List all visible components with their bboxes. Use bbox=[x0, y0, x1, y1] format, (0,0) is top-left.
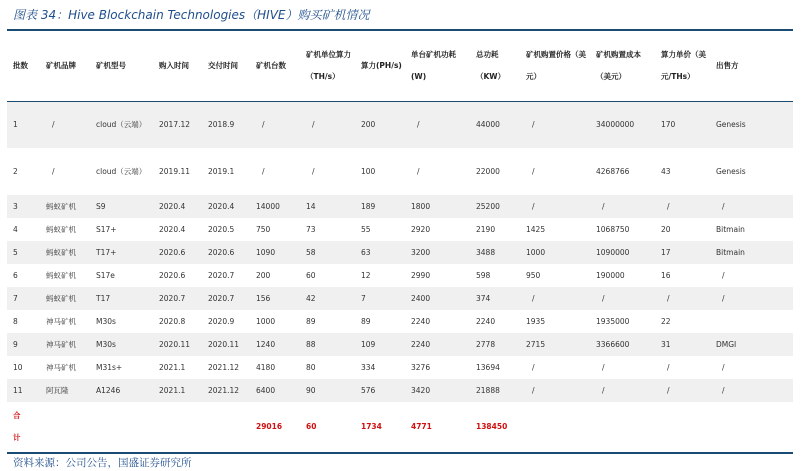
table-cell: 蚂蚁矿机 bbox=[46, 202, 76, 211]
table-cell: 1068750 bbox=[596, 225, 630, 234]
table-cell: 90 bbox=[306, 386, 316, 395]
table-cell: M30s bbox=[96, 340, 116, 349]
table-cell: / bbox=[52, 119, 55, 129]
table-cell: 2021.1 bbox=[159, 363, 186, 372]
column-header: 交付时间 bbox=[208, 60, 238, 70]
table-cell: 2020.4 bbox=[159, 225, 186, 234]
table-cell: 神马矿机 bbox=[46, 363, 76, 372]
table-cell: M31s+ bbox=[96, 363, 123, 372]
table-cell: 4268766 bbox=[596, 166, 630, 176]
table-cell: 2240 bbox=[411, 317, 431, 326]
table-cell: cloud（云端） bbox=[96, 119, 147, 129]
table-cell: / bbox=[602, 363, 605, 372]
table-cell: 109 bbox=[361, 340, 376, 349]
table-cell: 20 bbox=[661, 225, 671, 234]
table-cell: 34000000 bbox=[596, 119, 635, 129]
table-cell: / bbox=[312, 119, 315, 129]
table-cell: 2240 bbox=[476, 317, 496, 326]
table-cell: 44000 bbox=[476, 119, 500, 129]
table-cell: / bbox=[667, 294, 670, 303]
total-cell: 29016 bbox=[256, 421, 283, 431]
table-cell: 60 bbox=[306, 271, 316, 280]
table-cell: / bbox=[667, 363, 670, 372]
table-cell: 2021.12 bbox=[208, 386, 240, 395]
table-cell: 3276 bbox=[411, 363, 431, 372]
table-cell: 55 bbox=[361, 225, 371, 234]
total-row bbox=[7, 402, 793, 451]
table-cell: / bbox=[417, 119, 420, 129]
mining-machine-table bbox=[7, 29, 793, 451]
total-cell bbox=[90, 402, 153, 451]
table-cell: 1090000 bbox=[596, 248, 630, 257]
table-cell: 63 bbox=[361, 248, 371, 257]
table-cell: 3 bbox=[13, 202, 18, 211]
table-cell: 2020.7 bbox=[208, 294, 235, 303]
table-cell: 22000 bbox=[476, 166, 500, 176]
table-cell: S9 bbox=[96, 202, 106, 211]
table-cell: 6 bbox=[13, 271, 18, 280]
table-cell: 1000 bbox=[526, 248, 546, 257]
table-cell: 蚂蚁矿机 bbox=[46, 294, 76, 303]
table-cell: 2019.11 bbox=[159, 166, 191, 176]
column-header: 矿机购置价格（美元） bbox=[526, 49, 586, 81]
column-header: 矿机型号 bbox=[96, 60, 126, 70]
table-row bbox=[7, 379, 793, 402]
table-cell: 2021.12 bbox=[208, 363, 240, 372]
table-cell: 4180 bbox=[256, 363, 276, 372]
table-cell: 神马矿机 bbox=[46, 317, 76, 326]
table-cell: 1935 bbox=[526, 317, 546, 326]
table-cell: 156 bbox=[256, 294, 271, 303]
table-cell: 1090 bbox=[256, 248, 276, 257]
column-header: 矿机品牌 bbox=[46, 60, 76, 70]
table-cell bbox=[710, 310, 793, 333]
table-row bbox=[7, 264, 793, 287]
total-label: 合计 bbox=[13, 410, 21, 442]
table-row bbox=[7, 333, 793, 356]
table-cell: 1425 bbox=[526, 225, 546, 234]
table-cell: / bbox=[532, 294, 535, 303]
table-cell: 2020.7 bbox=[208, 271, 235, 280]
table-cell: 2190 bbox=[476, 225, 496, 234]
column-header: 总功耗（KW） bbox=[476, 49, 506, 81]
table-cell: 25200 bbox=[476, 202, 500, 211]
source-note: 资料来源：公司公告，国盛证券研究所 bbox=[13, 457, 192, 469]
table-cell: 43 bbox=[661, 166, 671, 176]
table-cell: 2400 bbox=[411, 294, 431, 303]
table-cell: 2778 bbox=[476, 340, 496, 349]
table-cell: 31 bbox=[661, 340, 671, 349]
table-cell: / bbox=[52, 166, 55, 176]
table-cell: 4 bbox=[13, 225, 18, 234]
column-header: 批数 bbox=[13, 60, 28, 70]
table-cell: DMGI bbox=[716, 340, 737, 349]
figure-title: 图表 34：Hive Blockchain Technologies（HIVE）购买矿机情况 bbox=[13, 8, 370, 22]
table-cell: / bbox=[722, 363, 725, 372]
table-cell: / bbox=[262, 166, 265, 176]
table-cell: 3488 bbox=[476, 248, 496, 257]
table-cell: / bbox=[667, 202, 670, 211]
column-header: 矿机单位算力（TH/s） bbox=[306, 49, 351, 81]
table-cell: T17 bbox=[96, 294, 111, 303]
total-cell bbox=[520, 402, 590, 451]
table-cell: 22 bbox=[661, 317, 671, 326]
table-cell: 2020.7 bbox=[159, 294, 186, 303]
table-cell: 10 bbox=[13, 363, 23, 372]
table-cell: / bbox=[417, 166, 420, 176]
table-cell: / bbox=[262, 119, 265, 129]
table-cell: 1 bbox=[13, 119, 18, 129]
total-cell: 138450 bbox=[476, 421, 508, 431]
table-cell: 2020.5 bbox=[208, 225, 235, 234]
table-cell: 334 bbox=[361, 363, 376, 372]
table-cell: / bbox=[602, 294, 605, 303]
table-cell: 2920 bbox=[411, 225, 431, 234]
table-cell: 蚂蚁矿机 bbox=[46, 271, 76, 280]
table-cell: 200 bbox=[256, 271, 271, 280]
table-cell: 190000 bbox=[596, 271, 625, 280]
table-cell: 189 bbox=[361, 202, 376, 211]
table-cell: 2020.9 bbox=[208, 317, 235, 326]
table-cell: 12 bbox=[361, 271, 371, 280]
table-cell: 9 bbox=[13, 340, 18, 349]
table-cell: 14 bbox=[306, 202, 316, 211]
table-cell: / bbox=[532, 386, 535, 395]
column-header: 算力(PH/s) bbox=[361, 60, 402, 70]
table-cell: 3420 bbox=[411, 386, 431, 395]
table-cell: 1935000 bbox=[596, 317, 630, 326]
table-cell: M30s bbox=[96, 317, 116, 326]
table-cell: 2017.12 bbox=[159, 119, 191, 129]
table-cell: Genesis bbox=[716, 119, 746, 129]
table-cell: A1246 bbox=[96, 386, 121, 395]
total-cell bbox=[40, 402, 90, 451]
table-cell: 2 bbox=[13, 166, 18, 176]
table-cell: 2715 bbox=[526, 340, 546, 349]
total-cell bbox=[590, 402, 655, 451]
table-row bbox=[7, 356, 793, 379]
table-cell: 21888 bbox=[476, 386, 500, 395]
table-cell: S17e bbox=[96, 271, 115, 280]
table-cell: Genesis bbox=[716, 166, 746, 176]
table-cell: / bbox=[722, 386, 725, 395]
table-cell: 200 bbox=[361, 119, 376, 129]
table-cell: 750 bbox=[256, 225, 271, 234]
total-cell: 4771 bbox=[411, 421, 432, 431]
column-header: 出售方 bbox=[716, 60, 739, 70]
table-cell: 950 bbox=[526, 271, 541, 280]
table-cell: 5 bbox=[13, 248, 18, 257]
table-row bbox=[7, 287, 793, 310]
table-cell: 73 bbox=[306, 225, 316, 234]
table-cell: 42 bbox=[306, 294, 316, 303]
table-cell: / bbox=[667, 386, 670, 395]
table-cell: / bbox=[722, 202, 725, 211]
column-header: 单台矿机功耗(W) bbox=[411, 49, 456, 81]
table-cell: 2020.4 bbox=[208, 202, 235, 211]
table-row bbox=[7, 101, 793, 148]
total-cell bbox=[710, 402, 793, 451]
table-cell: 蚂蚁矿机 bbox=[46, 225, 76, 234]
table-cell: / bbox=[532, 119, 535, 129]
table-cell: / bbox=[602, 202, 605, 211]
table-row bbox=[7, 218, 793, 241]
table-cell: 2020.8 bbox=[159, 317, 186, 326]
table-cell: 16 bbox=[661, 271, 671, 280]
table-cell: S17+ bbox=[96, 225, 117, 234]
table-cell: 17 bbox=[661, 248, 671, 257]
total-cell bbox=[202, 402, 250, 451]
table-cell: 8 bbox=[13, 317, 18, 326]
table-cell: 374 bbox=[476, 294, 491, 303]
table-cell: 3200 bbox=[411, 248, 431, 257]
total-cell bbox=[153, 402, 202, 451]
table-row bbox=[7, 148, 793, 195]
table-cell: / bbox=[312, 166, 315, 176]
total-cell: 1734 bbox=[361, 421, 382, 431]
table-cell: 1240 bbox=[256, 340, 276, 349]
table-cell: 阿瓦隆 bbox=[46, 386, 69, 395]
table-cell: / bbox=[722, 271, 725, 280]
table-cell: 88 bbox=[306, 340, 316, 349]
table-cell: 2019.1 bbox=[208, 166, 235, 176]
table-cell: 2020.6 bbox=[159, 248, 186, 257]
table-cell: / bbox=[532, 202, 535, 211]
table-cell: cloud（云端） bbox=[96, 166, 147, 176]
column-header: 矿机台数 bbox=[256, 60, 286, 70]
table-row bbox=[7, 241, 793, 264]
table-row bbox=[7, 195, 793, 218]
table-cell: 14000 bbox=[256, 202, 280, 211]
table-cell: / bbox=[532, 166, 535, 176]
table-cell: 蚂蚁矿机 bbox=[46, 248, 76, 257]
table-cell: / bbox=[532, 363, 535, 372]
column-header: 购入时间 bbox=[159, 60, 189, 70]
column-header: 算力单价（美元/THs） bbox=[661, 49, 706, 81]
table-cell: 2020.6 bbox=[159, 271, 186, 280]
table-row bbox=[7, 310, 793, 333]
table-cell: 2021.1 bbox=[159, 386, 186, 395]
table-cell: 3366600 bbox=[596, 340, 630, 349]
table-cell: / bbox=[722, 294, 725, 303]
table-cell: 11 bbox=[13, 386, 23, 395]
table-cell: 58 bbox=[306, 248, 316, 257]
table-cell: Bitmain bbox=[716, 225, 745, 234]
table-cell: 170 bbox=[661, 119, 676, 129]
table-cell: T17+ bbox=[96, 248, 117, 257]
table-cell: 2018.9 bbox=[208, 119, 235, 129]
table-cell: 2020.6 bbox=[208, 248, 235, 257]
table-cell: 2020.11 bbox=[159, 340, 191, 349]
table-cell: 1000 bbox=[256, 317, 276, 326]
table-cell: Bitmain bbox=[716, 248, 745, 257]
table-cell: 100 bbox=[361, 166, 376, 176]
header-row bbox=[7, 30, 793, 101]
table-cell: 6400 bbox=[256, 386, 276, 395]
table-cell: 2990 bbox=[411, 271, 431, 280]
table-cell: 576 bbox=[361, 386, 376, 395]
total-cell: 60 bbox=[306, 421, 317, 431]
table-cell: 2020.11 bbox=[208, 340, 240, 349]
total-cell bbox=[655, 402, 710, 451]
table-cell: 598 bbox=[476, 271, 491, 280]
bottom-rule bbox=[7, 452, 793, 454]
table-cell: 89 bbox=[306, 317, 316, 326]
table-cell: 89 bbox=[361, 317, 371, 326]
table-cell: 2240 bbox=[411, 340, 431, 349]
table-cell: 7 bbox=[13, 294, 18, 303]
table-cell: 13694 bbox=[476, 363, 500, 372]
table-cell: 1800 bbox=[411, 202, 431, 211]
table-cell: 神马矿机 bbox=[46, 340, 76, 349]
table-cell: 2020.4 bbox=[159, 202, 186, 211]
table-cell: 80 bbox=[306, 363, 316, 372]
table-cell: / bbox=[602, 386, 605, 395]
column-header: 矿机购置成本（美元） bbox=[596, 49, 641, 81]
table-cell: 7 bbox=[361, 294, 366, 303]
